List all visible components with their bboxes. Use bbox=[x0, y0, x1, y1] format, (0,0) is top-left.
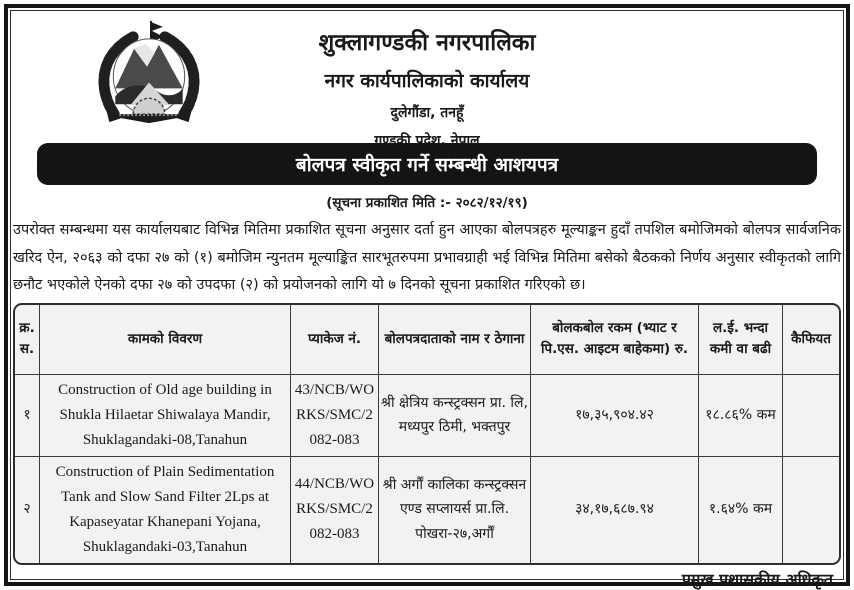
office-address: दुलेगौंडा, तनहूँ bbox=[390, 105, 464, 121]
table-row-2-sn: २ bbox=[15, 457, 40, 563]
published-date-line: (सूचना प्रकाशित मिति :- २०८२/१२/१९) bbox=[326, 195, 528, 211]
col-header-sn: क्र. स. bbox=[15, 305, 40, 375]
office-province: गण्डकी प्रदेश, नेपाल bbox=[374, 133, 480, 149]
document-outer-border bbox=[4, 4, 850, 589]
signature-title: प्रमुख प्रशासकीय अधिकृत bbox=[681, 569, 833, 589]
col-header-vs-estimate: ल.ई. भन्दा कमी वा बढी bbox=[699, 305, 783, 375]
table-row-1-remarks bbox=[783, 375, 839, 457]
table-row-2-package-no: 44/NCB/WORKS/SMC/2082-083 bbox=[291, 457, 379, 563]
table-row-1-bidder: श्री क्षेत्रिय कन्स्ट्रक्सन प्रा. लि, मध्यपुर ठिमी, भक्तपुर bbox=[379, 375, 531, 457]
table-row-1-work-description: Construction of Old age building in Shukla Hilaetar Shiwalaya Mandir, Shuklagandaki-08,Tanahun bbox=[40, 375, 291, 457]
document-inner-border bbox=[10, 10, 844, 589]
table-row-2-vs-estimate: १.६४% कम bbox=[699, 457, 783, 563]
table-row-2-bidder: श्री अर्गौं कालिका कन्स्ट्रक्सन एण्ड सप्लायर्स प्रा.लि. पोखरा-२७,अर्गौं bbox=[379, 457, 531, 563]
col-header-package-no: प्याकेज नं. bbox=[291, 305, 379, 375]
table-row-1-vs-estimate: १८.८६% कम bbox=[699, 375, 783, 457]
table-row-2-bid-amount: ३४,१७,६८७.९४ bbox=[531, 457, 699, 563]
col-header-remarks: कैफियत bbox=[783, 305, 839, 375]
table-row-1-bid-amount: १७,३५,९०४.४२ bbox=[531, 375, 699, 457]
table-row-2-work-description: Construction of Plain Sedimentation Tank and Slow Sand Filter 2Lps at Kapaseyatar Khanepani Yojana, Shuklagandaki-03,Tanahun bbox=[40, 457, 291, 563]
col-header-bid-amount: बोलकबोल रकम (भ्याट र पि.एस. आइटम बाहेकमा) रु. bbox=[531, 305, 699, 375]
table-row-2-remarks bbox=[783, 457, 839, 563]
notice-body-paragraph: उपरोक्त सम्बन्धमा यस कार्यालयबाट विभिन्न मितिमा प्रकाशित सूचना अनुसार दर्ता हुन आएका बोलपत्रहरु मूल्याङ्कन हुदाँ तपशिल बमोजिमको बोलपत्र सार्वजनिक खरिद ऐन, २०६३ को दफा २७ को (१) बमोजिम न्युनतम मूल्याङ्कित सारभूतरुपमा प्रभावग्राही भई विभिन्न मितिमा बसेको बैठकको निर्णय अनुसार स्वीकृतको लागि छनौट भएकोले ऐनको दफा २७ को उपदफा (२) को प्रयोजनको लागि यो ७ दिनको सूचना प्रकाशित गरिएको छ। bbox=[13, 222, 841, 293]
municipality-name: शुक्लागण्डकी नगरपालिका bbox=[318, 30, 536, 56]
letterhead bbox=[11, 11, 843, 149]
notice-title: बोलपत्र स्वीकृत गर्ने सम्बन्धी आशयपत्र bbox=[295, 154, 559, 176]
municipal-emblem-logo bbox=[89, 19, 209, 133]
col-header-bidder: बोलपत्रदाताको नाम र ठेगाना bbox=[379, 305, 531, 375]
tender-table bbox=[13, 303, 841, 565]
col-header-work-description: कामको विवरण bbox=[40, 305, 291, 375]
table-row-1-sn: १ bbox=[15, 375, 40, 457]
table-row-1-package-no: 43/NCB/WORKS/SMC/2082-083 bbox=[291, 375, 379, 457]
office-name: नगर कार्यपालिकाको कार्यालय bbox=[324, 70, 530, 92]
